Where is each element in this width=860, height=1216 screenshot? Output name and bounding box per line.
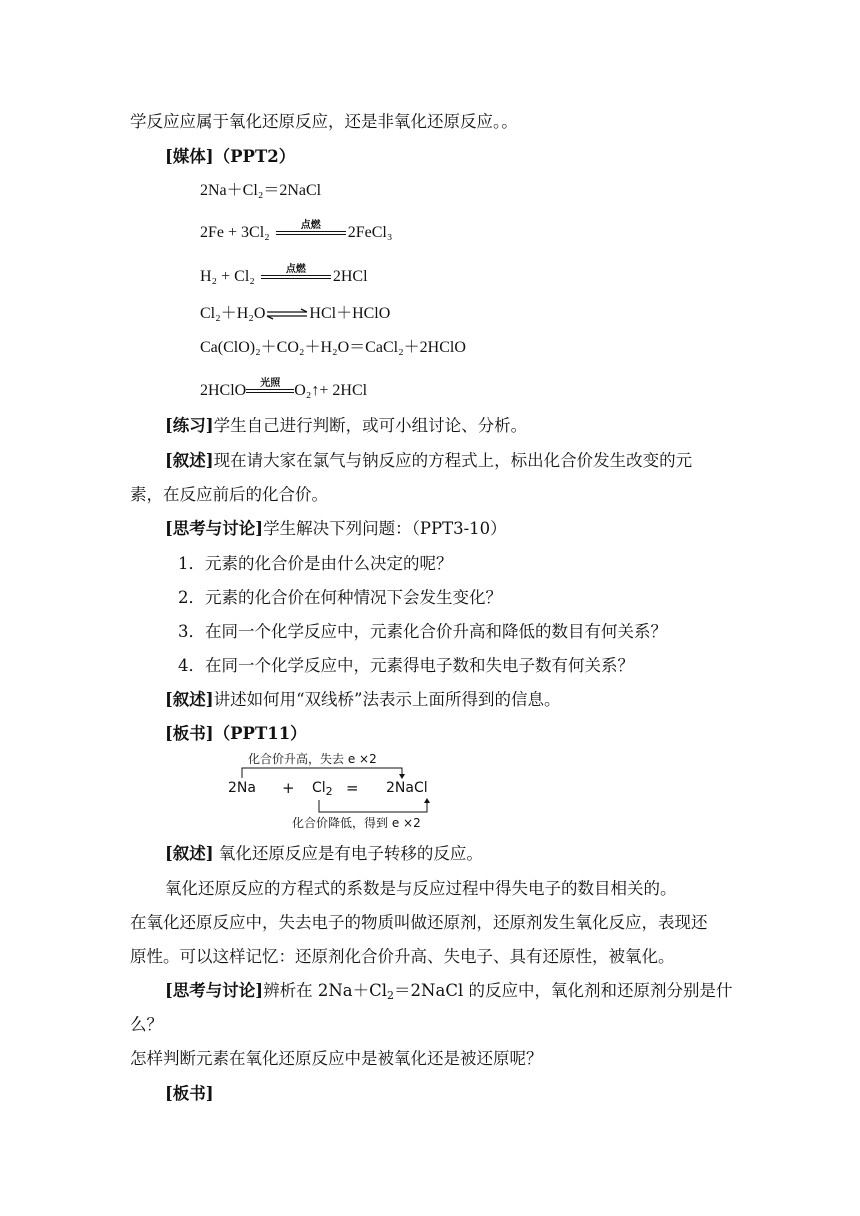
reactant-cl xyxy=(312,780,333,796)
eq-right: 2HCl xyxy=(332,268,368,285)
eq-left: H₂ + Cl₂ xyxy=(200,268,255,285)
text-line: 原性。可以这样记忆：还原剂化合价升高、失电子、具有还原性，被氧化。 xyxy=(130,947,675,966)
board-tag: [板书] xyxy=(165,1084,214,1103)
narration-tag: [叙述] xyxy=(165,451,214,470)
equation-na-cl: 2Na＋Cl₂＝2NaCl xyxy=(200,182,322,199)
media-ref: （PPT2） xyxy=(213,147,296,166)
discussion-line xyxy=(165,979,732,1003)
condition-label: 光照 xyxy=(260,378,281,390)
media-tag: [媒体] xyxy=(165,147,214,166)
equals-sign: = xyxy=(346,779,359,797)
equation-fe-cl xyxy=(200,222,392,244)
equation-h-cl xyxy=(200,266,368,288)
board-heading xyxy=(165,1082,214,1106)
question-item: 1．元素的化合价是由什么决定的呢？ xyxy=(178,554,453,573)
practice-tag: [练习] xyxy=(165,416,214,435)
discussion-tag: [思考与讨论] xyxy=(165,981,264,1000)
equation-cl-water xyxy=(200,303,390,325)
board-tag: [板书] xyxy=(165,724,214,743)
narration-tag: [叙述] xyxy=(165,690,214,709)
narration-tag: [叙述] xyxy=(165,844,214,863)
eq-right: 2FeCl₃ xyxy=(347,224,393,241)
discussion-tag: [思考与讨论] xyxy=(165,519,264,538)
narration-text: 现在请大家在氯气与钠反应的方程式上，标出化合价发生改变的元 xyxy=(213,451,693,470)
text-line: 氧化还原反应的方程式的系数是与反应过程中得失电子的数目相关的。 xyxy=(165,879,677,898)
discussion-text: ＝2NaCl 的反应中，氧化剂和还原剂分别是什 xyxy=(394,981,733,1000)
product-nacl: 2NaCl xyxy=(386,780,428,796)
eq-right: HCl＋HClO xyxy=(309,305,391,322)
eq-right: O₂↑+ 2HCl xyxy=(294,382,368,399)
narration-text: 氧化还原反应是有电子转移的反应。 xyxy=(213,844,483,863)
discussion-line xyxy=(165,517,507,541)
reduction-label: 化合价降低，得到 e ×2 xyxy=(292,816,421,830)
text-line: 学反应应属于氧化还原反应，还是非氧化还原反应。。 xyxy=(130,112,518,131)
eq-left: 2HClO xyxy=(200,382,247,399)
discussion-text: 辨析在 2Na＋Cl xyxy=(263,981,388,1000)
cl-subscript: 2 xyxy=(325,785,333,798)
equation-hclo-light xyxy=(200,380,367,402)
equation-hypochlorite: Ca(ClO)₂＋CO₂＋H₂O＝CaCl₂＋2HClO xyxy=(200,339,466,356)
condition-label: 点燃 xyxy=(285,264,306,276)
media-heading xyxy=(165,145,295,169)
text-line: 么？ xyxy=(130,1015,163,1034)
ignite-arrow xyxy=(276,220,346,235)
discussion-text: 学生解决下列问题：（PPT3-10） xyxy=(263,519,507,538)
narration-text: 讲述如何用“双线桥”法表示上面所得到的信息。 xyxy=(213,690,561,709)
text-line: 素，在反应前后的化合价。 xyxy=(130,485,328,504)
board-ref: （PPT11） xyxy=(213,724,307,743)
question-item: 2．元素的化合价在何种情况下会发生变化？ xyxy=(178,588,502,607)
eq-left: 2Fe + 3Cl₂ xyxy=(200,224,270,241)
double-bridge-diagram xyxy=(222,750,452,832)
oxidation-label: 化合价升高，失去 e ×2 xyxy=(248,752,377,766)
plus-sign: + xyxy=(282,779,295,797)
text-line: 在氧化还原反应中，失去电子的物质叫做还原剂，还原剂发生氧化反应，表现还 xyxy=(130,913,708,932)
narration-line xyxy=(165,449,692,473)
eq-left: Cl₂＋H₂O xyxy=(200,305,266,322)
cl-text: Cl xyxy=(312,780,326,796)
narration-line xyxy=(165,688,561,712)
question-item: 4．在同一个化学反应中，元素得电子数和失电子数有何关系？ xyxy=(178,656,634,675)
condition-label: 点燃 xyxy=(300,220,321,232)
narration-line xyxy=(165,842,483,866)
question-item: 3．在同一个化学反应中，元素化合价升高和降低的数目有何关系？ xyxy=(178,622,667,641)
practice-line xyxy=(165,414,527,438)
reactant-na: 2Na xyxy=(228,780,256,796)
light-arrow xyxy=(246,378,294,393)
text-line: 怎样判断元素在氧化还原反应中是被氧化还是被还原呢？ xyxy=(130,1049,543,1068)
subscript: 2 xyxy=(387,989,395,1002)
board-heading xyxy=(165,722,307,746)
ignite-arrow xyxy=(261,264,331,279)
equilibrium-arrow-icon xyxy=(265,308,309,320)
practice-text: 学生自己进行判断，或可小组讨论、分析。 xyxy=(213,416,528,435)
